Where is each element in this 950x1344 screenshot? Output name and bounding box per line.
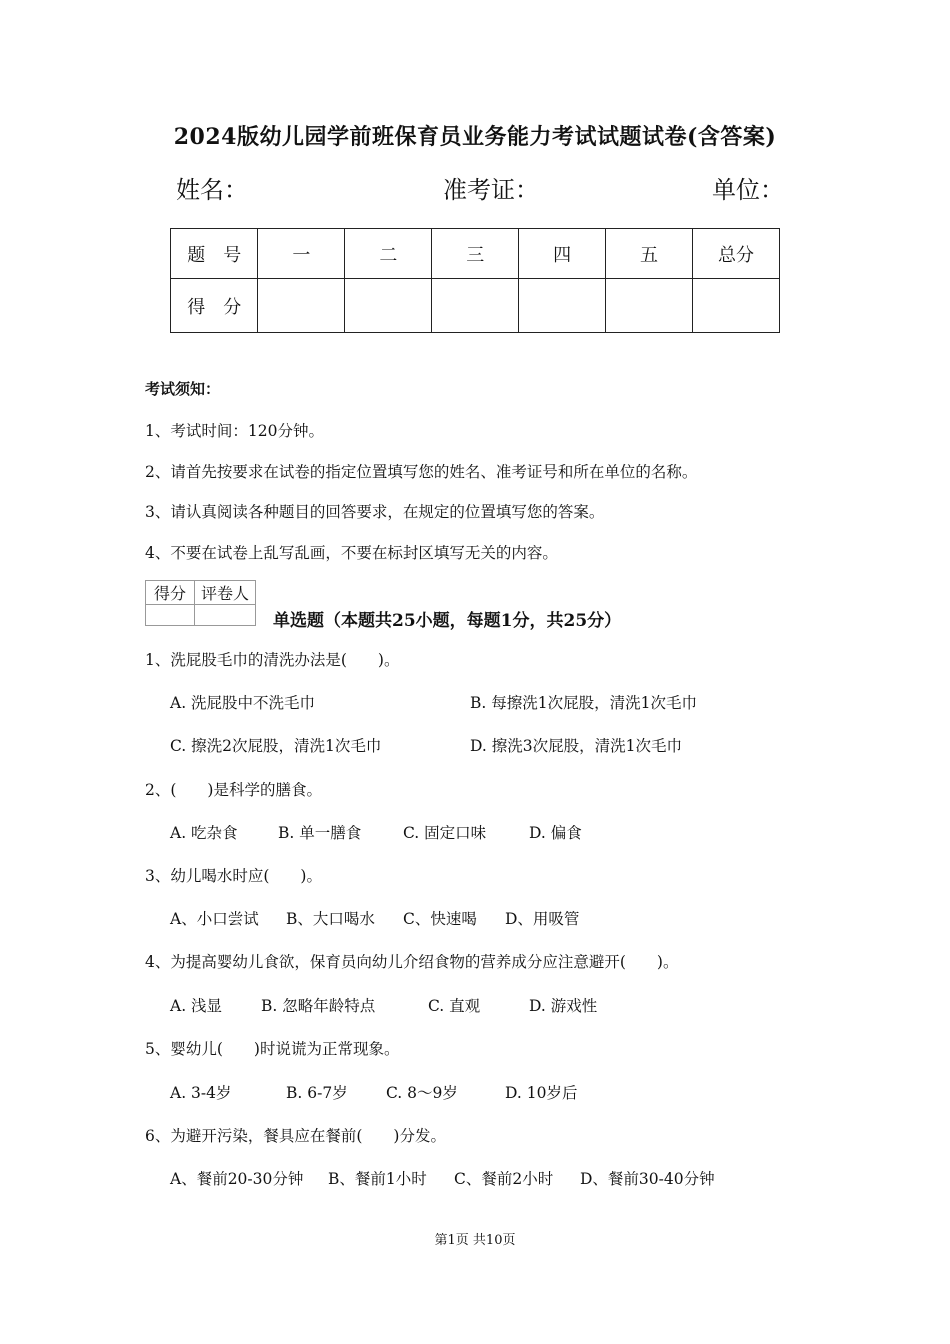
question-option: B. 忽略年龄特点 [261, 997, 376, 1015]
question-stem: 1、洗屁股毛巾的清洗办法是( )。 [145, 651, 400, 669]
score-header-cell: 总分 [693, 229, 780, 279]
score-header-cell: 三 [432, 229, 519, 279]
note-item: 4、不要在试卷上乱写乱画，不要在标封区填写无关的内容。 [145, 544, 558, 562]
question-option: A、餐前20-30分钟 [170, 1170, 304, 1188]
score-header-cell: 题 号 [171, 229, 258, 279]
score-cell [258, 279, 345, 333]
question-option: A、小口尝试 [170, 910, 259, 928]
page-title: 2024版幼儿园学前班保育员业务能力考试试题试卷(含答案) [173, 124, 777, 150]
grader-score-label: 得分 [146, 581, 195, 605]
question-option: B. 单一膳食 [278, 824, 362, 842]
unit-field-label: 单位： [712, 176, 784, 204]
question-option: D. 偏食 [529, 824, 582, 842]
score-cell [345, 279, 432, 333]
score-row-label: 得 分 [171, 279, 258, 333]
question-option: A. 洗屁股中不洗毛巾 [170, 694, 316, 712]
grader-score-cell [146, 605, 195, 626]
question-option: C. 固定口味 [403, 824, 487, 842]
score-cell [693, 279, 780, 333]
score-table [170, 228, 780, 333]
question-option: C. 擦洗2次屁股，清洗1次毛巾 [170, 737, 382, 755]
score-header-cell: 二 [345, 229, 432, 279]
question-option: C、餐前2小时 [454, 1170, 554, 1188]
name-field-label: 姓名： [176, 176, 248, 204]
question-option: B、大口喝水 [286, 910, 375, 928]
score-header-cell: 四 [519, 229, 606, 279]
question-option: B. 每擦洗1次屁股，清洗1次毛巾 [470, 694, 697, 712]
question-stem: 2、( )是科学的膳食。 [145, 781, 322, 799]
section-title: 单选题（本题共25小题，每题1分，共25分） [273, 611, 622, 631]
question-option: D. 10岁后 [505, 1084, 578, 1102]
score-header-cell: 一 [258, 229, 345, 279]
question-stem: 4、为提高婴幼儿食欲，保育员向幼儿介绍食物的营养成分应注意避开( )。 [145, 953, 679, 971]
note-item: 1、考试时间：120分钟。 [145, 422, 324, 440]
question-option: D、用吸管 [505, 910, 580, 928]
question-option: C、快速喝 [403, 910, 477, 928]
question-option: B. 6-7岁 [286, 1084, 348, 1102]
question-option: D. 擦洗3次屁股，清洗1次毛巾 [470, 737, 682, 755]
score-header-cell: 五 [606, 229, 693, 279]
question-option: B、餐前1小时 [328, 1170, 427, 1188]
score-cell [606, 279, 693, 333]
question-option: A. 吃杂食 [170, 824, 238, 842]
score-table-score-row [171, 279, 780, 333]
page-footer: 第1页 共10页 [434, 1233, 516, 1248]
score-cell [432, 279, 519, 333]
note-item: 3、请认真阅读各种题目的回答要求，在规定的位置填写您的答案。 [145, 503, 605, 521]
notes-heading: 考试须知： [145, 380, 221, 398]
question-option: D. 游戏性 [529, 997, 598, 1015]
score-table-header-row [171, 229, 780, 279]
score-cell [519, 279, 606, 333]
note-item: 2、请首先按要求在试卷的指定位置填写您的姓名、准考证号和所在单位的名称。 [145, 463, 698, 481]
question-option: D、餐前30-40分钟 [580, 1170, 715, 1188]
question-option: A. 3-4岁 [170, 1084, 232, 1102]
question-option: C. 直观 [428, 997, 481, 1015]
exam-id-field-label: 准考证： [443, 176, 539, 204]
question-option: C. 8～9岁 [386, 1084, 458, 1102]
question-stem: 6、为避开污染，餐具应在餐前( )分发。 [145, 1127, 446, 1145]
question-stem: 5、婴幼儿( )时说谎为正常现象。 [145, 1040, 400, 1058]
grader-reviewer-label: 评卷人 [195, 581, 256, 605]
grader-reviewer-cell [195, 605, 256, 626]
question-option: A. 浅显 [170, 997, 223, 1015]
grader-box [145, 580, 256, 626]
question-stem: 3、幼儿喝水时应( )。 [145, 867, 322, 885]
